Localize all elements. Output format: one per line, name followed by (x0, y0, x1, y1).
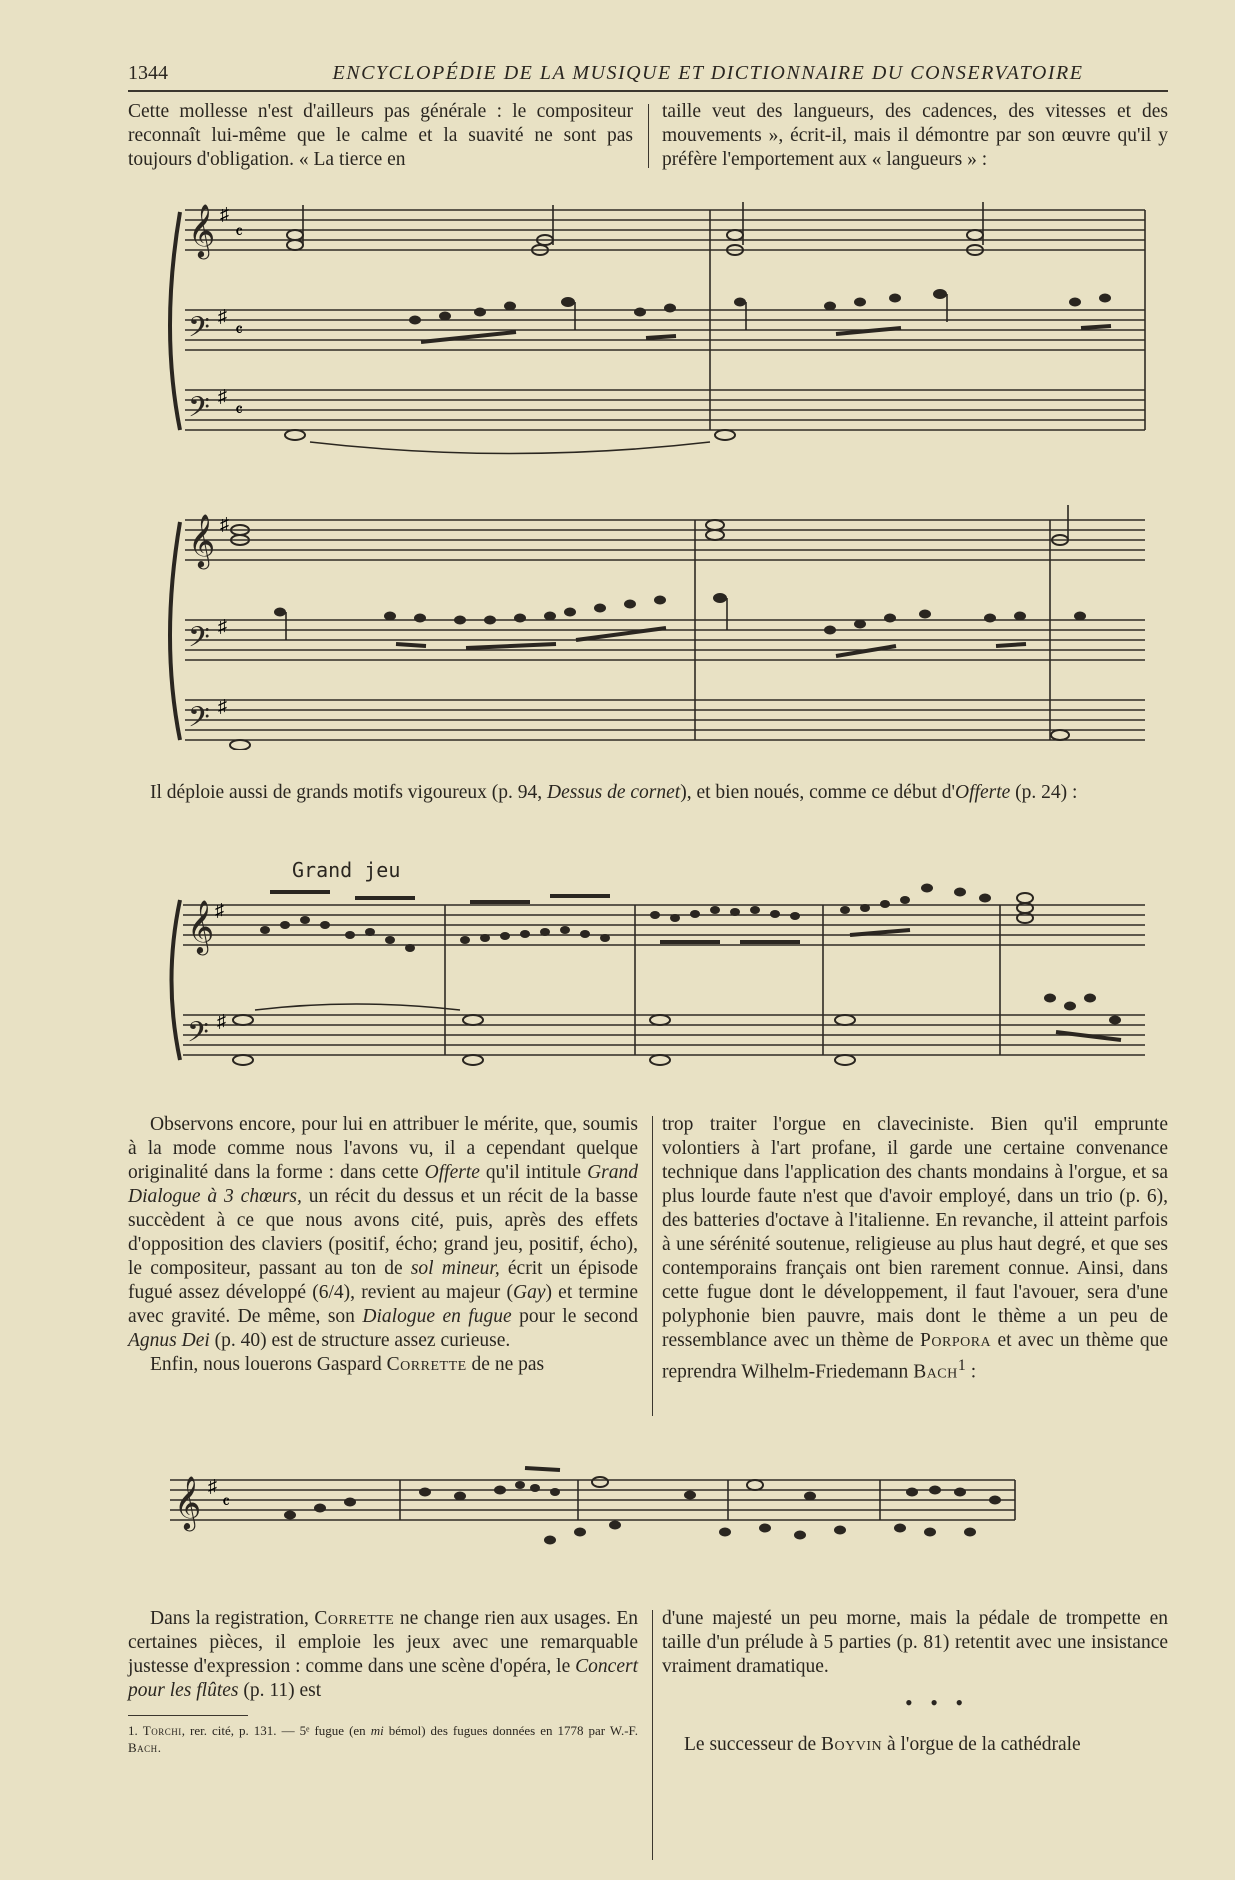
bottom-right-paragraph: d'une majesté un peu morne, mais la pédale de trompette en taille d'un prélude à 5 parties (p. 81) retentit avec une insistance vraiment dramatique. (662, 1608, 1168, 1677)
bottom-right-continuation (662, 1733, 1168, 1757)
bottom-left-paragraph (128, 1607, 638, 1703)
paragraph-text: écrit un épisode fugué assez développé (6/4), revient au majeur ( (128, 1258, 638, 1303)
composer-name: Bach (913, 1361, 958, 1383)
staff-treble-1 (185, 210, 1145, 250)
svg-text:𝄴: 𝄴 (222, 1492, 231, 1512)
composer-name: Porpora (920, 1330, 992, 1351)
paragraph-text: Le successeur de (684, 1734, 821, 1755)
footnote-rule (128, 1715, 248, 1716)
page-number: 1344 (128, 62, 168, 84)
paragraph-text: ne change rien aux usages. En certaines pièces, il emploie les jeux avec une remarquable justesse d'expression : comme dans une scène d'opéra, le (128, 1608, 638, 1677)
music-example-trio (150, 190, 1150, 750)
svg-text:𝄢: 𝄢 (187, 1016, 209, 1056)
footnote-italic: mi (370, 1723, 384, 1738)
italic-title: sol mineur, (410, 1258, 500, 1279)
paragraph-italic-title: Offerte (955, 782, 1011, 803)
footnote-part: 1. (128, 1723, 143, 1738)
paragraph-text: pour le second (511, 1306, 638, 1327)
staff-pedal-1 (185, 390, 1145, 430)
svg-text:♯: ♯ (218, 386, 227, 406)
paragraph-text: Enfin, nous louerons Gaspard (150, 1354, 387, 1375)
footnote-author: Torchi (142, 1723, 182, 1738)
svg-text:♯: ♯ (220, 204, 229, 224)
paragraph-text: ), et bien noués, comme ce début d' (680, 782, 956, 803)
bottom-right-column (662, 1607, 1168, 1679)
svg-text:♯: ♯ (218, 696, 227, 716)
paragraph-text: à l'orgue de la cathédrale (882, 1734, 1081, 1755)
lower-right-column (662, 1113, 1168, 1385)
grand-jeu-treble-notes (260, 884, 1033, 953)
paragraph-text: qu'il intitule (479, 1162, 588, 1183)
svg-text:♯: ♯ (218, 616, 227, 636)
footnote-part: . (157, 1740, 161, 1755)
italic-title: Dialogue en fugue (362, 1306, 512, 1327)
svg-text:𝄞: 𝄞 (174, 1475, 202, 1529)
music-system-2 (170, 505, 1145, 750)
footnote-part: , rer. cité, p. 131. — 5ᵉ fugue (en (181, 1723, 371, 1738)
italic-title: Gay (512, 1282, 546, 1303)
svg-text:♯: ♯ (220, 514, 229, 534)
italic-title: Grand Dialogue à 3 chœurs, (128, 1162, 639, 1207)
column-divider-lower (652, 1116, 653, 1416)
staff-bass-1 (185, 310, 1145, 350)
top-left-column (128, 100, 633, 172)
italic-title: Concert pour les flûtes (128, 1656, 638, 1701)
composer-name: Boyvin (820, 1734, 883, 1755)
paragraph-text: trop traiter l'orgue en claveciniste. Bien qu'il emprunte volontiers à l'art profane, il garde une certaine convenance technique dans l'application des chants mondains à l'orgue, et sa plus lourde faute n'est que d'avoir employé, dans un trio (p. 6), des batteries d'octave à l'italienne. En revanche, il atteint parfois à une sérénité soutenue, religieuse au plus haut degré, et que ses contemporains français ont bien rarement connue. Ainsi, dans cette fugue dont le développement, il faut l'avouer, sera d'une polyphonie bien pauvre, mais dont le thème a un peu de ressemblance avec un thème de (662, 1114, 1168, 1351)
page-header (128, 60, 1168, 92)
column-divider-top (648, 104, 649, 168)
footnote (128, 1722, 638, 1756)
running-title: ENCYCLOPÉDIE DE LA MUSIQUE ET DICTIONNAIRE DU CONSERVATOIRE (332, 62, 1084, 84)
paragraph-text: de ne pas (466, 1354, 545, 1375)
paragraph-text: et avec un thème que reprendra Wilhelm-Friedemann (662, 1330, 1168, 1383)
footnote-author: Bach (128, 1740, 158, 1755)
paragraph-text: Observons encore, pour lui en attribuer le mérite, que, soumis à la mode comme nous l'avons vu, il a cependant quelque originalité dans la forme : dans cette (128, 1114, 638, 1183)
top-right-text: taille veut des langueurs, des cadences, des vitesses et des mouvements », écrit-il, mais il démontre par son œuvre qu'il y préfère l'emportement aux « langueurs » : (662, 101, 1168, 170)
paragraph-text: : (965, 1361, 977, 1383)
lower-right-paragraph (662, 1113, 1168, 1385)
paragraph-grand-motifs (128, 780, 1168, 806)
svg-text:♯: ♯ (208, 1476, 217, 1496)
music-example-grand-jeu (155, 880, 1155, 1070)
paragraph-text: Il déploie aussi de grands motifs vigoureux (p. 94, (150, 782, 547, 803)
lower-left-column (128, 1113, 638, 1377)
next-section-start (662, 1733, 1168, 1757)
italic-title: Agnus Dei (128, 1330, 210, 1351)
italic-title: Offerte (424, 1162, 480, 1183)
svg-text:𝄢: 𝄢 (188, 391, 210, 431)
music-system-1 (170, 202, 1145, 454)
lower-left-paragraph-2 (128, 1353, 638, 1377)
music-label-grand-jeu: Grand jeu (292, 858, 401, 882)
paragraph-text: (p. 11) est (238, 1680, 322, 1701)
lower-left-paragraph-1 (128, 1113, 638, 1353)
svg-text:𝄴: 𝄴 (235, 222, 244, 242)
bottom-left-column (128, 1607, 638, 1703)
paragraph-text: ) et termine avec gravité. De même, son (128, 1282, 638, 1327)
music-example-fugue-theme (160, 1440, 1020, 1580)
composer-name: Corrette (386, 1354, 467, 1375)
grand-jeu-bass-notes (233, 994, 1121, 1066)
svg-text:𝄢: 𝄢 (188, 701, 210, 741)
footnote-marker: 1 (957, 1356, 966, 1374)
svg-text:♯: ♯ (217, 1011, 226, 1031)
svg-text:♯: ♯ (218, 306, 227, 326)
svg-text:𝄴: 𝄴 (235, 400, 244, 420)
paragraph-text: (p. 40) est de structure assez curieuse. (209, 1330, 511, 1351)
paragraph-italic-title: Dessus de cornet (546, 782, 681, 803)
svg-text:𝄞: 𝄞 (188, 513, 216, 567)
svg-text:𝄴: 𝄴 (235, 320, 244, 340)
column-divider-bottom (652, 1610, 653, 1860)
svg-text:𝄢: 𝄢 (188, 621, 210, 661)
paragraph-text: un récit du dessus et un récit de la basse succèdent à ce que nous avons cité, puis, après des effets d'opposition des claviers (positif, écho; grand jeu, positif, écho), le compositeur, passant au ton de (128, 1186, 638, 1279)
composer-name: Corrette (314, 1608, 395, 1629)
treble-clef-icon: 𝄞 (188, 203, 216, 257)
section-ornament: • • • (905, 1690, 970, 1715)
top-right-column (662, 100, 1168, 172)
paragraph-text: Dans la registration, (150, 1608, 315, 1629)
footnote-text (128, 1722, 638, 1756)
top-left-text: Cette mollesse n'est d'ailleurs pas générale : le compositeur reconnaît lui-même que le calme et la suavité ne sont pas toujours d'obligation. « La tierce en (128, 101, 633, 170)
paragraph-text: (p. 24) : (1010, 782, 1078, 803)
svg-text:♯: ♯ (215, 900, 224, 920)
footnote-part: bémol) des fugues données en 1778 par W.-F. (383, 1723, 638, 1738)
svg-text:𝄞: 𝄞 (187, 899, 215, 953)
bass-clef-icon: 𝄢 (188, 311, 210, 351)
